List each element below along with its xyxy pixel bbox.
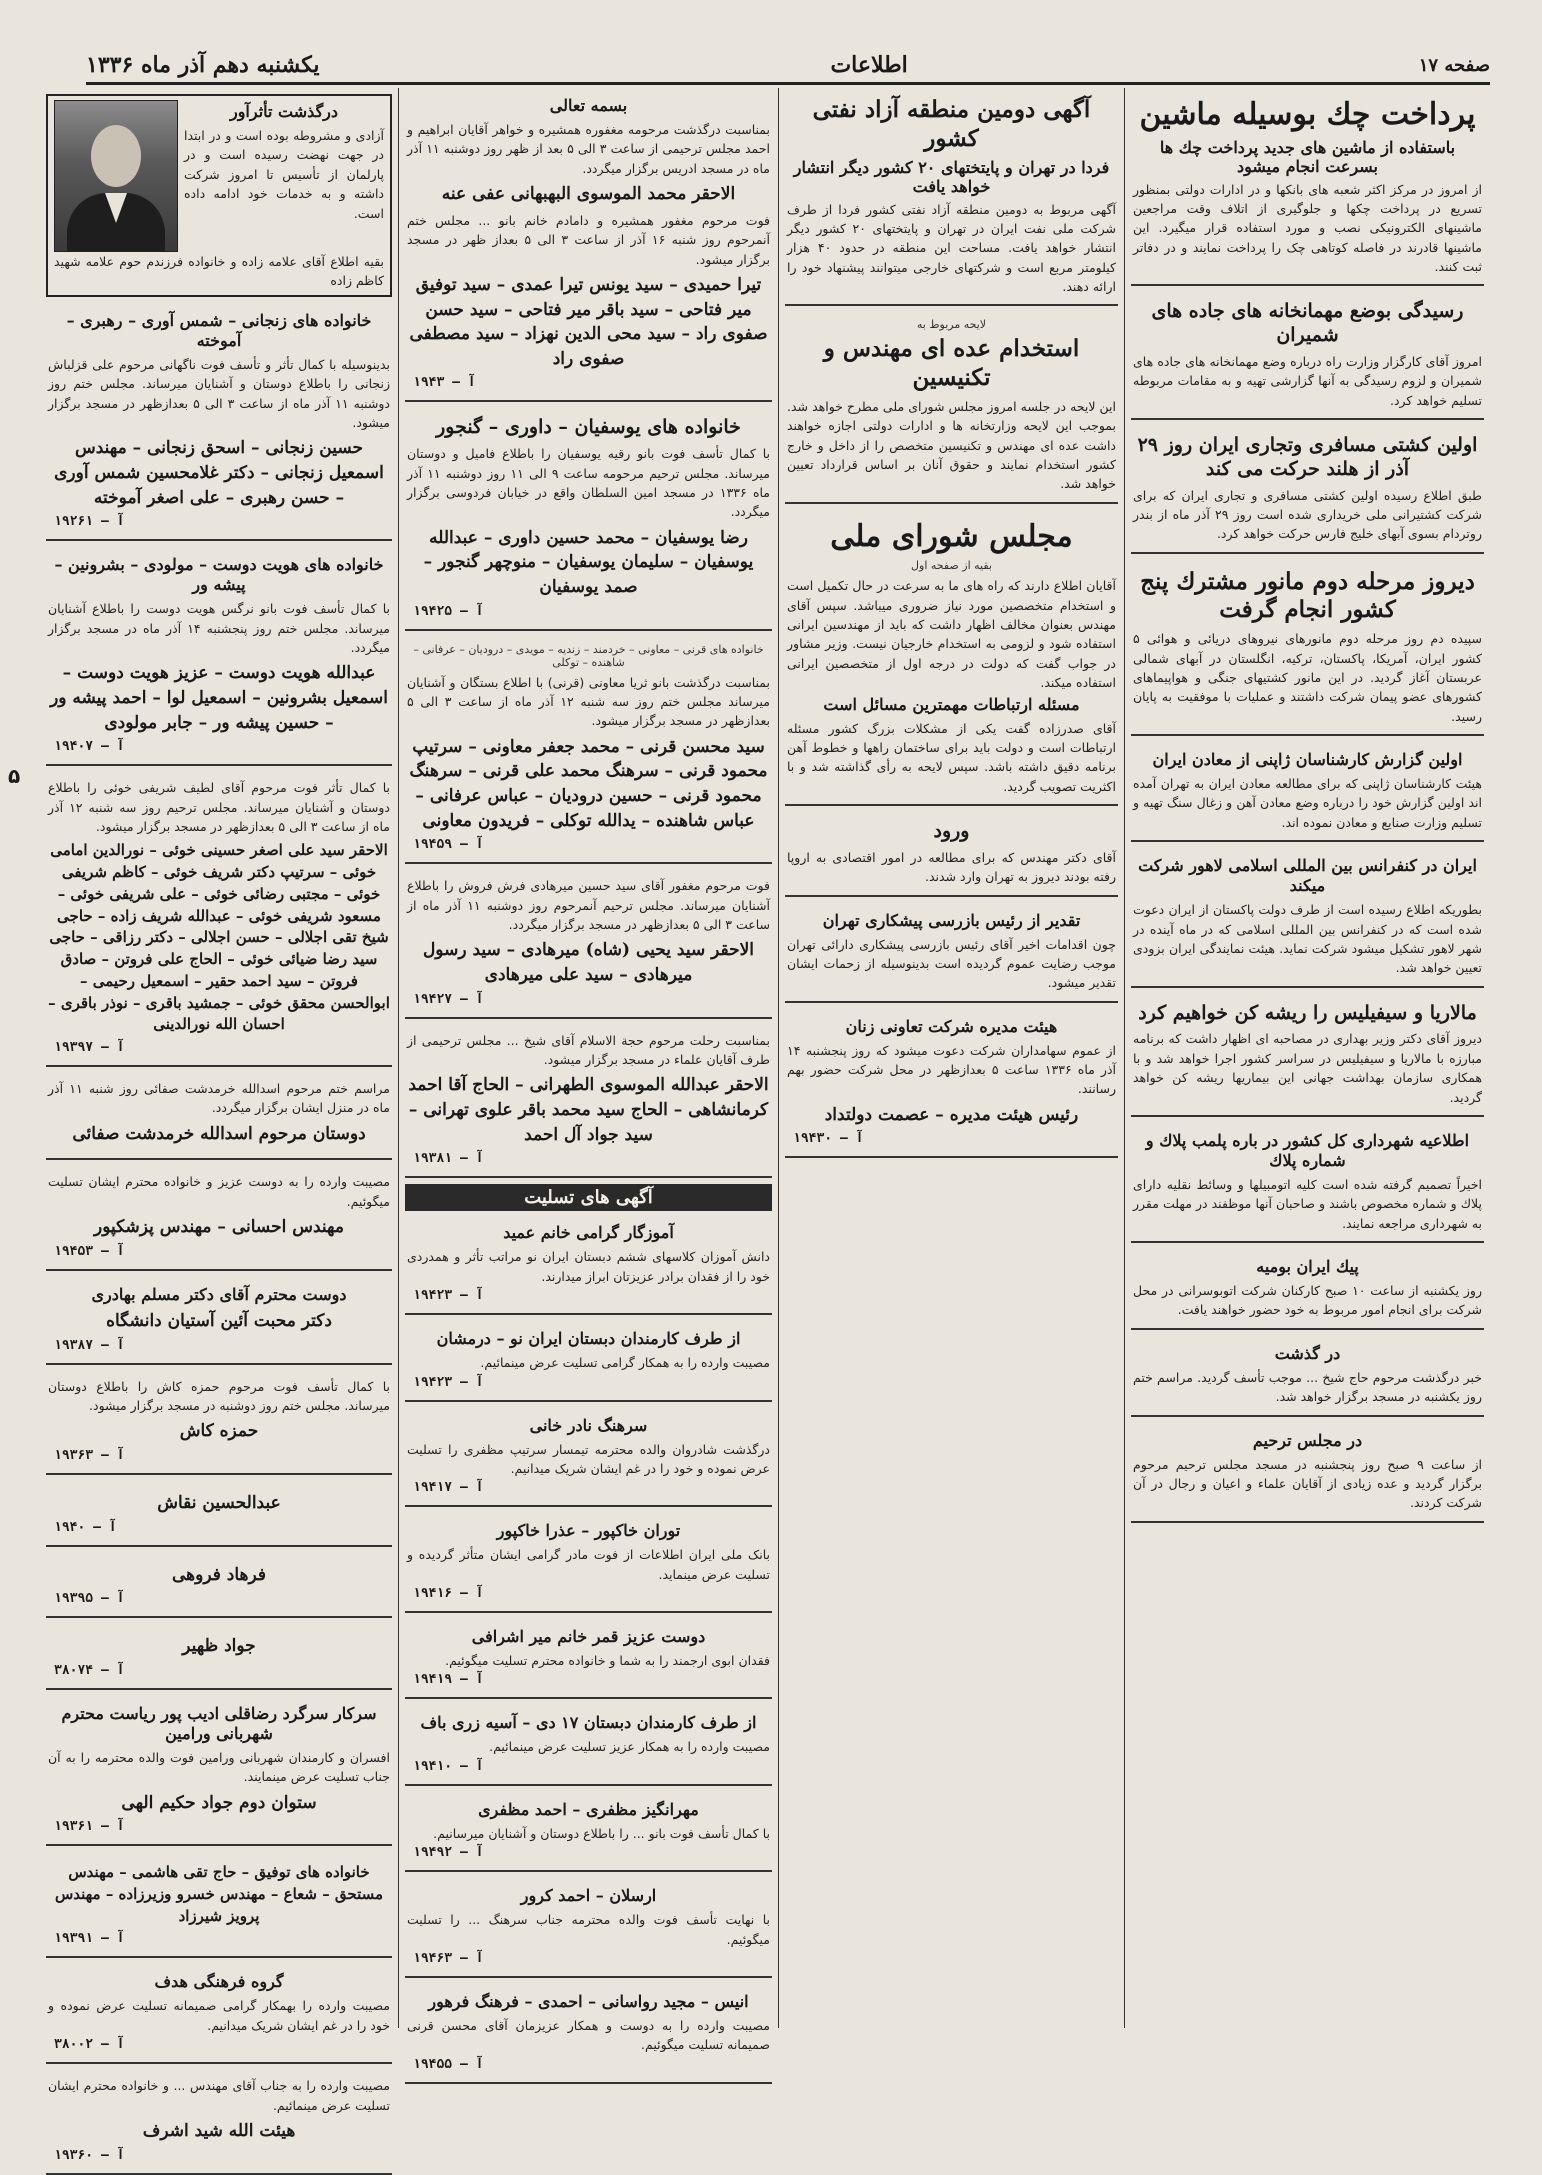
notice-bahadori: [46, 1277, 392, 1365]
article-body: هیئت کارشناسان ژاپنی که برای مطالعه معادن ایران به تهران آمده اند اولین گزارش خود را درباره وضع معادن آهن و زغال سنگ تهیه و تسلیم وزارت صنایع و معادن نموده اند.: [1133, 776, 1482, 830]
notice-body: بمناسبت درگذشت بانو ثریا معاونی (قرنی) با اطلاع بستگان و آشنایان میرساند مجلس ختم روز سه شنبه ۱۲ آذر ماه از ساعت ۳ الی ۵ بعدازظهر در مسجد برگزار میشود.: [407, 674, 770, 729]
notice-code: آ – ۱۹۳۸۷: [54, 1337, 125, 1353]
notice-code: آ – ۱۹۳۶۳: [54, 1447, 125, 1463]
ad-code: آ – ۱۹۴۱۹: [413, 1672, 484, 1688]
article-title: مالاریا و سیفیلیس را ریشه کن خواهیم کرد: [1138, 1001, 1477, 1024]
notice-khorasani: [46, 1073, 392, 1160]
ad-body: مصیبت وارده را به همکار عزیز تسلیت عرض مینمائیم.: [489, 1739, 770, 1755]
article-body: خبر درگذشت مرحوم حاج شیخ ... موجب تأسف گردید. مراسم ختم روز یکشنبه در مسجد برگزار خواهد شد.: [1133, 1369, 1482, 1405]
ad-title: از طرف کارمندان دبستان ۱۷ دی – آسیه زری باف: [420, 1713, 757, 1733]
article-port: [1131, 1249, 1484, 1330]
ad-body: درگذشت شادروان والده محترمه تیمسار سرتیپ مظفری را تسلیت عرض نموده و خود را در غم ایشان شریک میدانیم.: [407, 1441, 770, 1476]
article-body: امروز آقای کارگزار وزارت راه درباره وضع مهمانخانه های جاده های شمیران و لزوم رسیدگی به آنها گزارشی تهیه و به مقامات مربوطه تسلیم خواهد کرد.: [1133, 353, 1482, 408]
notice-molavi: [46, 547, 392, 766]
notice-police: [46, 1696, 392, 1846]
notice-body: بمناسبت رحلت مرحوم حجة الاسلام آقای شیخ ... مجلس ترحیمی از طرف آقایان علماء در مسجد برگزار میشود.: [407, 1032, 770, 1068]
ad-body: بانک ملی ایران اطلاعات از فوت مادر گرامی ایشان متأثر گردیده و تسلیت عرض مینماید.: [407, 1547, 770, 1582]
article-passing: [1131, 1336, 1484, 1417]
article-body: آقای دکتر مهندس که برای مطالعه در امور اقتصادی به اروپا رفته بودند دیروز به تهران وارد شدند.: [787, 849, 1116, 885]
notice-families: [46, 1852, 392, 1958]
masthead: [86, 48, 1490, 85]
article-title: پرداخت چك بوسیله ماشین: [1139, 97, 1476, 132]
notice-abdolhossein: [46, 1481, 392, 1547]
ad-title: توران خاکپور – عذرا خاکپور: [496, 1521, 681, 1541]
notice-body: آزادی و مشروطه بوده است و در ابتدا در جهت نهضت رسیده است و در پارلمان از تأسیس تا امروز شرکت داشته و به خدمات خود ادامه داده است.: [184, 128, 384, 221]
notice-body: فوت مرحوم مغفور آقای سید حسین میرهادی فرش فروش را باطلاع آشنایان میرساند. مجلس ترحیم آنمرحوم روز دوشنبه ۱۱ آذر ماه از ساعت ۳ الی ۵ بعدازظهر در مسجد برگزار میگردد.: [407, 878, 771, 933]
anniversary-text: [184, 100, 384, 223]
notice-code: آ – ۱۹۴۵۹: [413, 837, 484, 853]
notice-names: ستوان دوم جواد حکیم الهی: [121, 1792, 317, 1813]
notice-names: سید محسن قرنی – محمد جعفر معاونی – سرتیپ محمود قرنی – سرهنگ محمد علی قرنی – سرهنگ محمود قرنی – حسین درودیان – عباس عرفانی – عباس شاهنده – یدالله توکلی – فریدون معاونی: [409, 736, 768, 831]
article-lahore: [1131, 848, 1484, 988]
section-title: مسئله ارتباطات مهمترین مسائل است: [823, 694, 1080, 714]
article-title: ورود: [933, 820, 970, 842]
notice-culture: [46, 1964, 392, 2064]
portrait-row: [54, 100, 384, 252]
article-body: از ساعت ۹ صبح روز پنجشنبه در مسجد مجلس ترحیم مرحوم برگزار گردید و عده زیادی از آقایان علماء و اعیان و رجال در آن شرکت کردند.: [1133, 1456, 1482, 1511]
notice-mirhadi: [405, 870, 772, 1018]
notice-title: خانواده های یوسفیان – داوری – گنجور: [436, 416, 741, 439]
notice-names: حسین زنجانی – اسحق زنجانی – مهندس اسمعیل زنجانی – دکتر غلامحسین شمس آوری – حسن رهبری – علی اصغر آموخته: [54, 438, 384, 508]
notice-code: آ – ۱۹۳۸۱: [413, 1151, 484, 1167]
notice-code: آ – ۱۹۴۰۷: [54, 739, 125, 755]
ad-title: سرهنگ نادر خانی: [529, 1415, 648, 1435]
ad-code: آ – ۱۹۴۹۲: [413, 1845, 484, 1861]
notice-code: آ – ۱۹۴۳۰: [793, 1131, 864, 1147]
notice-code: آ – ۳۸۰۷۴: [54, 1662, 125, 1678]
column-notices-left: [40, 88, 398, 2163]
notice-code: آ – ۱۹۴۲۵: [413, 603, 484, 619]
page-number: صفحه ۱۷: [1418, 54, 1490, 76]
portrait-photo: [54, 100, 178, 252]
notice-youssefian: [405, 408, 772, 630]
notice-zanjani: [46, 303, 392, 541]
notice-body: با کمال تأسف فوت بانو رقیه یوسفیان را باطلاع فامیل و دوستان میرساند. مجلس ترحیم مرحومه ساعت ۹ الی ۱۱ روز دوشنبه ۱۱ آذر ماه ۱۳۳۶ در مسجد امین السلطان واقع در خیابان فردوسی برگزار میگردد.: [407, 446, 770, 520]
notice-body: با کمال تأثر فوت مرحوم آقای لطیف شریفی خوئی را باطلاع دوستان و آشنایان میرساند. مجلس ترحیم روز سه شنبه ۱۲ آذر ماه از ساعت ۳ الی ۵ بعدازظهر در مسجد برگزار میشود.: [48, 780, 390, 834]
notice-names: رضا یوسفیان – محمد حسین داوری – عبدالله یوسفیان – سلیمان یوسفیان – منوچهر گنجور – صمد یوسفیان: [423, 527, 754, 597]
section-body: آقای صدرزاده گفت یکی از مشکلات بزرگ کشور مسئله ارتباطات است و دولت باید برای ساختمان راهها و خطوط آهن برنامه دقیق داشته باشد. سپس لایحه به رأی گذاشته شد و با اکثریت تصویب گردید.: [787, 720, 1116, 794]
article-title: در گذشت: [1274, 1343, 1341, 1363]
ad-title: از طرف کارمندان دبستان ایران نو – درمشان: [436, 1329, 741, 1349]
notice-body: مصیبت وارده را به جناب آقای مهندس ... و خانواده محترم ایشان تسلیت عرض مینمائیم.: [48, 2078, 390, 2113]
condolence-section-header: آگهی های تسلیت: [405, 1184, 772, 1211]
notice-code: آ – ۱۹۳۶۱: [54, 1819, 125, 1835]
ad-title: مهرانگیز مظفری – احمد مظفری: [478, 1799, 699, 1819]
ad-title: انیس – مجید رواسانی – احمدی – فرهنگ فرهور: [428, 1991, 749, 2011]
condolence-ad: [405, 1215, 772, 1315]
notice-title: بسمه تعالی: [549, 96, 628, 115]
article-title: در مجلس ترحیم: [1252, 1430, 1363, 1450]
notice-title: سرکار سرگرد رضاقلی ادیب پور ریاست محترم شهربانی ورامین: [61, 1703, 377, 1743]
notice-names: حمزه کاش: [179, 1421, 259, 1442]
notice-code: آ – ۱۹۴۵۳: [54, 1243, 125, 1259]
notice-names: مهندس احسانی – مهندس پزشکپور: [93, 1217, 344, 1238]
notice-tehrani: [405, 1025, 772, 1179]
notice-names: الاحقر عبدالله الموسوی الطهرانی – الحاج آقا احمد کرمانشاهی – الحاج سید محمد باقر علوی تهرانی – سید جواد آل احمد: [408, 1075, 769, 1145]
ad-body: مصیبت وارده را به دوست و همکار عزیزمان آقای محسن قرنی صمیمانه تسلیت میگوئیم.: [407, 2017, 770, 2053]
article-trade: [1131, 426, 1484, 554]
notice-signature: رئیس هیئت مدیره – عصمت دولتداد: [824, 1104, 1079, 1125]
column-news-right: [1124, 88, 1490, 2028]
condolence-ad: [405, 1792, 772, 1872]
article-body: دیروز آقای دکتر وزیر بهداری در مصاحبه ای اظهار داشت که برنامه مبارزه با مالاریا و سیفیلیس در سراسر کشور اجرا خواهد شد و با همکاری سازمان بهداشت جهانی این بیماریها ریشه کن خواهد گردید.: [1133, 1031, 1482, 1105]
notice-qarani: [405, 637, 772, 865]
notice-names-2: تیرا حمیدی – سید یونس تیرا عمدی – سید توفیق میر فتاحی – سید باقر میر فتاحی – سید حسن صفوی راد – سید محی الدین نهزاد – سید مصطفی صفوی راد: [409, 274, 768, 369]
article-title: دیروز مرحله دوم مانور مشترك پنج کشور انجام گرفت: [1140, 567, 1475, 624]
portrait-face: [91, 125, 141, 187]
notice-body: مصیبت وارده را به دوست عزیز و خانواده محترم ایشان تسلیت میگوئیم.: [48, 1174, 390, 1209]
article-title: اطلاعیه شهرداری کل کشور در باره پلمب پلاك و شماره پلاك: [1145, 1130, 1470, 1170]
article-body: سپیده دم روز مرحله دوم مانورهای نیروهای دریائی و هوائی ۵ کشور ایران، آمریکا، پاکستان، ترکیه، انگلستان در آبهای شمالی عربستان آغاز گردید. در این مانور کشتیهای جنگی و هواپیماهای کشورهای عضو پیمان شرکت داشتند و عملیات با موفقیت به پایان رسید.: [1133, 631, 1482, 724]
article-cheque: [1131, 88, 1484, 286]
notice-names: عبدالله هویت دوست – عزیز هویت دوست – اسمعیل بشرونین – اسمعیل لوا – احمد پیشه ور – حسین پیشه ور – جابر مولودی: [50, 663, 388, 733]
article-body: آقایان اطلاع دارند که راه های ما به سرعت در حال تکمیل است و استخدام متخصصین مورد نیاز ضروری میباشد. سپس آقای مهندس بعنوان مخالف اظهار داشت که باید از مهندسین ایرانی استفاده شود و لزومی به استخدام خارجیان نیست. وزیر مشاور در جواب گفت که دولت در درجه اول از متخصصین ایرانی استفاده میکند.: [787, 578, 1116, 691]
condolence-ad: [405, 1705, 772, 1785]
article-body: طبق اطلاع رسیده اولین کشتی مسافری و تجاری ایران که برای شرکت کشتیرانی ملی خریداری شده است روز ۲۹ آذر ماه از بندر روتردام بسوی آبهای خلیج فارس حرکت خواهد کرد.: [1133, 487, 1482, 542]
condolence-ad: [405, 1321, 772, 1401]
notice-code: آ – ۱۹۴۳: [413, 375, 476, 391]
article-roads: [1131, 292, 1484, 420]
notice-code: آ – ۱۹۳۹۵: [54, 1591, 125, 1607]
condolence-ad: [405, 1408, 772, 1508]
notice-anniversary: [46, 94, 392, 297]
article-title: اولین کشتی مسافری وتجاری ایران روز ۲۹ آذر از هلند حرکت می کند: [1137, 434, 1478, 480]
notice-title: خانواده های هویت دوست – مولودی – بشرونین – پیشه ور: [54, 555, 384, 595]
newspaper-name: اطلاعات: [830, 52, 908, 78]
article-malaria: [1131, 994, 1484, 1117]
ad-body: فقدان ابوی ارجمند را به شما و خانواده محترم تسلیت میگوئیم.: [445, 1653, 770, 1669]
ad-code: آ – ۱۹۴۵۵: [413, 2056, 484, 2072]
notice-code: آ – ۱۹۳۶۰: [54, 2147, 125, 2163]
article-kicker: لایحه مربوط به: [916, 318, 987, 332]
notice-code: آ – ۱۹۴۲۷: [413, 991, 484, 1007]
notice-code: آ – ۱۹۳۹۷: [54, 1040, 125, 1056]
ad-code: آ – ۱۹۴۱۰: [413, 1758, 484, 1774]
notice-names: عبدالحسین نقاش: [157, 1492, 281, 1513]
article-title: اولین گزارش کارشناسان ژاپنی از معادن ایران: [1152, 750, 1463, 769]
notice-body: افسران و کارمندان شهربانی ورامین فوت والده محترمه را به آن جناب تسلیت عرض مینمایند.: [48, 1749, 390, 1785]
notice-behbahani: [405, 88, 772, 402]
condolence-ads-list: [405, 1215, 772, 2083]
notice-footer: بقیه اطلاع آقای علامه زاده و خانواده فرزندم حوم علامه شهید کاظم زاده: [54, 254, 384, 289]
article-engineers: [785, 312, 1118, 503]
article-body: اخیراً تصمیم گرفته شده است کلیه اتومبیلها و وسائط نقلیه دارای پلاك و شماره مخصوص باشند و صاحبان آنها موظفند در مهلت مقرر به شهرداری مراجعه نمایند.: [1133, 1176, 1482, 1231]
notice-farhad: [46, 1553, 392, 1619]
condolence-ad: [405, 1513, 772, 1613]
notice-title: خانواده های زنجانی – شمس آوری – رهبری – آموخته: [66, 310, 372, 350]
notice-body: مراسم ختم مرحوم اسدالله خرمدشت صفائی روز شنبه ۱۱ آذر ماه در منزل ایشان برگزار میگردد.: [48, 1081, 390, 1116]
article-body: چون اقدامات اخیر آقای رئیس بازرسی پیشکاری دارائی تهران موجب رضایت عموم گردیده است بدینوسیله از زحمات ایشان تقدیر میشود.: [787, 936, 1116, 991]
article-report: [1131, 742, 1484, 842]
ad-code: آ – ۱۹۴۱۷: [413, 1480, 484, 1496]
notice-code: آ – ۱۹۲۶۱: [54, 514, 125, 530]
article-arrival: [785, 812, 1118, 897]
ad-body: دانش آموزان کلاسهای ششم دبستان ایران نو مراتب تأثر و همدردی خود را از فقدان برادر عزیزتان ابراز میدارند.: [407, 1249, 770, 1284]
article-body: بطوریکه اطلاع رسیده است از طرف دولت پاکستان از ایران دعوت شده است که در کنفرانس بین المللی اسلامی که در ماه آینده در شهر لاهور تشکیل میشود شرکت نماید. هیئت نمایندگی ایران بزودی تعیین خواهد شد.: [1133, 902, 1482, 976]
condolence-ad: [405, 1878, 772, 1978]
article-subtitle: باستفاده از ماشین های جدید پرداخت چك ها بسرعت انجام میشود: [1159, 137, 1456, 176]
notice-names: الاحقر سید یحیی (شاه) میرهادی – سید رسول میرهادی – سید علی میرهادی: [422, 940, 755, 986]
article-subtitle: فردا در تهران و پایتختهای ۲۰ کشور دیگر انتشار خواهد یافت: [793, 157, 1110, 196]
ad-title: آموزگار گرامی خانم عمید: [503, 1223, 674, 1243]
article-continued: بقیه از صفحه اول: [911, 559, 992, 573]
notice-title: خانواده های قرنی – معاونی – خردمند – زندیه – مویدی – درودیان – عرفانی – شاهنده – توکلی: [413, 642, 764, 669]
article-majlis: [785, 510, 1118, 806]
article-freezone: [785, 88, 1118, 306]
condolence-ad: [405, 1984, 772, 2084]
notice-body: بدینوسیله با کمال تأثر و تأسف فوت ناگهانی مرحوم علی قزلباش زنجانی را باطلاع دوستان و آشنایان میرساند. مجلس ختم روز دوشنبه ۱۱ آذر ماه از ساعت ۳ الی ۵ بعدازظهر در مسجد برگزار میشود.: [48, 356, 390, 430]
notice-names: جواد ظهیر: [182, 1636, 256, 1657]
notice-body: از عموم سهامداران شرکت دعوت میشود که روز پنجشنبه ۱۴ آذر ماه ۱۳۳۶ ساعت ۵ بعدازظهر در محل شرکت حضور بهم رسانند.: [787, 1042, 1117, 1097]
notice-ehsani: [46, 1166, 392, 1270]
article-title: پیك ایران بومیه: [1256, 1257, 1359, 1276]
notice-names: الاحقر سید علی اصغر حسینی خوئی – نورالدین امامی خوئی – سرتیپ دکتر شریف خوئی – کاظم شریفی خوئی – مجتبی رضائی خوئی – علی شریفی خوئی – مسعود شریفی خوئی – عبدالله شریف زاده – حاجی شیخ تقی اجلالی – حسن اجلالی – دکتر رزاقی – حاجی سید رضا ضیائی خوئی – الحاج علی فروتن – صادق فروتن – سید احمد حقیر – اسمعیل رحیمی – ابوالحسن محقق خوئی – جمشید باقری – نوذر باقری – احسان الله نورالدینی: [48, 841, 390, 1034]
notice-names: خانواده های توفیق – حاج تقی هاشمی – مهندس مستحق – شعاع – مهندس خسرو وزیرزاده – مهندس پرویز شیرزاد: [54, 1863, 384, 1925]
article-body: از امروز در مرکز اکثر شعبه های بانکها و در ادارات دولتی بمنظور تسریع در پرداخت چکها و جلوگیری از اتلاف وقت مراجعین ماشینهای الکترونیکی نصب و مورد استفاده قرار میگیرد. این ماشینها قادرند در فاصله کوتاهی چک را پرداخت نمایند و در دفاتر ثبت کنند.: [1133, 181, 1482, 274]
notice-body-2: فوت مرحوم مغفور همشیره و دامادم خانم بانو ... مجلس ختم آنمرحوم روز شنبه ۱۶ آذر از ساعت ۳ الی ۵ بعداز ظهر در مسجد برگزار میشود.: [407, 212, 770, 267]
article-mayor: [1131, 1123, 1484, 1243]
notice-code: آ – ۱۹۳۹۱: [54, 1931, 125, 1947]
article-title: استخدام عده ای مهندس و تکنیسین: [823, 335, 1080, 392]
ad-code: آ – ۱۹۴۱۶: [413, 1586, 484, 1602]
notice-names: دوستان مرحوم اسدالله خرمدشت صفائی: [72, 1123, 366, 1144]
notice-cooperative: [785, 1009, 1118, 1159]
article-mourning: [1131, 1423, 1484, 1523]
notice-body: مصیبت وارده را بهمکار گرامی صمیمانه تسلیت عرض نموده و خود را در غم ایشان شریک میدانیم.: [48, 1998, 390, 2033]
notice-names: فرهاد فروهی: [172, 1564, 266, 1585]
notice-names: الاحقر محمد الموسوی البهبهانی عفی عنه: [441, 184, 736, 205]
article-title: ایران در کنفرانس بین المللی اسلامی لاهور شرکت میکند: [1138, 856, 1477, 896]
ad-code: آ – ۱۹۴۲۳: [413, 1288, 484, 1304]
ad-code: آ – ۱۹۴۲۳: [413, 1374, 484, 1390]
ad-title: دوست عزیز قمر خانم میر اشرافی: [471, 1627, 706, 1647]
notice-code: آ – ۳۸۰۰۲: [54, 2037, 125, 2053]
notice-hamzeh: [46, 1371, 392, 1475]
notice-title: درگذشت تأثرآور: [229, 102, 339, 121]
notice-names: هیئت الله شید اشرف: [142, 2120, 296, 2141]
article-maneuver: [1131, 560, 1484, 736]
ad-body: با کمال تأسف فوت بانو ... را باطلاع دوستان و آشنایان میرسانیم.: [433, 1825, 770, 1841]
article-body: این لایحه در جلسه امروز مجلس شورای ملی مطرح خواهد شد. بموجب این لایحه وزارتخانه ها و ادارات دولتی اجازه خواهند داشت عده ای مهندس و تکنیسین متخصص را از داخل و خارج کشور استخدام نمایند و حقوق آنان بر اساس قرارداد تعیین خواهد شد.: [787, 398, 1116, 492]
ad-code: آ – ۱۹۴۶۳: [413, 1950, 484, 1966]
column-news-middle: [778, 88, 1124, 2028]
article-title: رسیدگی بوضع مهمانخانه های جاده های شمیران: [1151, 300, 1464, 347]
notice-code: آ – ۱۹۴۰: [54, 1519, 117, 1535]
article-title: مجلس شورای ملی: [830, 518, 1073, 554]
notice-title: گروه فرهنگی هدف: [154, 1972, 284, 1992]
notice-names: دکتر محبت آئین آستیان دانشگاه: [106, 1310, 332, 1331]
notice-tahir: [46, 1624, 392, 1690]
notice-final: [46, 2070, 392, 2174]
article-title: تقدیر از رئیس بازرسی پیشکاری تهران: [822, 910, 1081, 930]
article-body: آگهی مربوط به دومین منطقه آزاد نفتی کشور فردا از طرف شرکت ملی نفت ایران در تهران و پایتختهای ۲۰ کشور دیگر انتشار خواهد یافت. مساحت این منطقه در حدود ۴۰ هزار کیلومتر مربع است و شرکتهای خارجی میتوانند پیشنهاد خود را ارائه دهند.: [787, 201, 1116, 294]
notice-title: دوست محترم آقای دکتر مسلم بهادری: [91, 1284, 347, 1304]
ad-body: با نهایت تأسف فوت والده محترمه جناب سرهنگ ... را تسلیت میگوئیم.: [407, 1912, 770, 1947]
notice-khoei: [46, 772, 392, 1067]
issue-date: یکشنبه دهم آذر ماه ۱۳۳۶: [86, 52, 320, 78]
ad-body: مصیبت وارده را به همکار گرامی تسلیت عرض مینمائیم.: [480, 1355, 770, 1371]
column-notices: [398, 88, 778, 2072]
ad-title: ارسلان – احمد کرور: [520, 1886, 657, 1906]
article-body: روز یکشنبه از ساعت ۱۰ صبح کارکنان شرکت اتوبوسرانی در محل شرکت برای انجام امور مربوط به خود حضور خواهند یافت.: [1133, 1283, 1482, 1318]
condolence-ad: [405, 1619, 772, 1699]
notice-body: با کمال تأسف فوت بانو نرگس هویت دوست را باطلاع آشنایان میرساند. مجلس ختم روز پنجشنبه ۱۴ آذر ماه در مسجد برگزار میگردد.: [48, 601, 391, 655]
margin-mark: ۵: [8, 764, 21, 788]
article-title: آگهی دومین منطقه آزاد نفتی کشور: [812, 96, 1091, 152]
notice-title: هیئت مدیره شرکت تعاونی زنان: [845, 1016, 1058, 1036]
notice-body: با کمال تأسف فوت مرحوم حمزه کاش را باطلاع دوستان میرساند. مجلس ختم روز دوشنبه در مسجد برگزار میشود.: [48, 1378, 390, 1413]
article-ceremony: [785, 903, 1118, 1003]
notice-body: بمناسبت درگذشت مرحومه مغفوره همشیره و خواهر آقایان ابراهیم و احمد مجلس ترحیمی از ساعت ۳ الی ۵ بعد از ظهر روز دوشنبه ۱۱ آذر ماه در مسجد ادریس برگزار میگردد.: [407, 122, 770, 176]
